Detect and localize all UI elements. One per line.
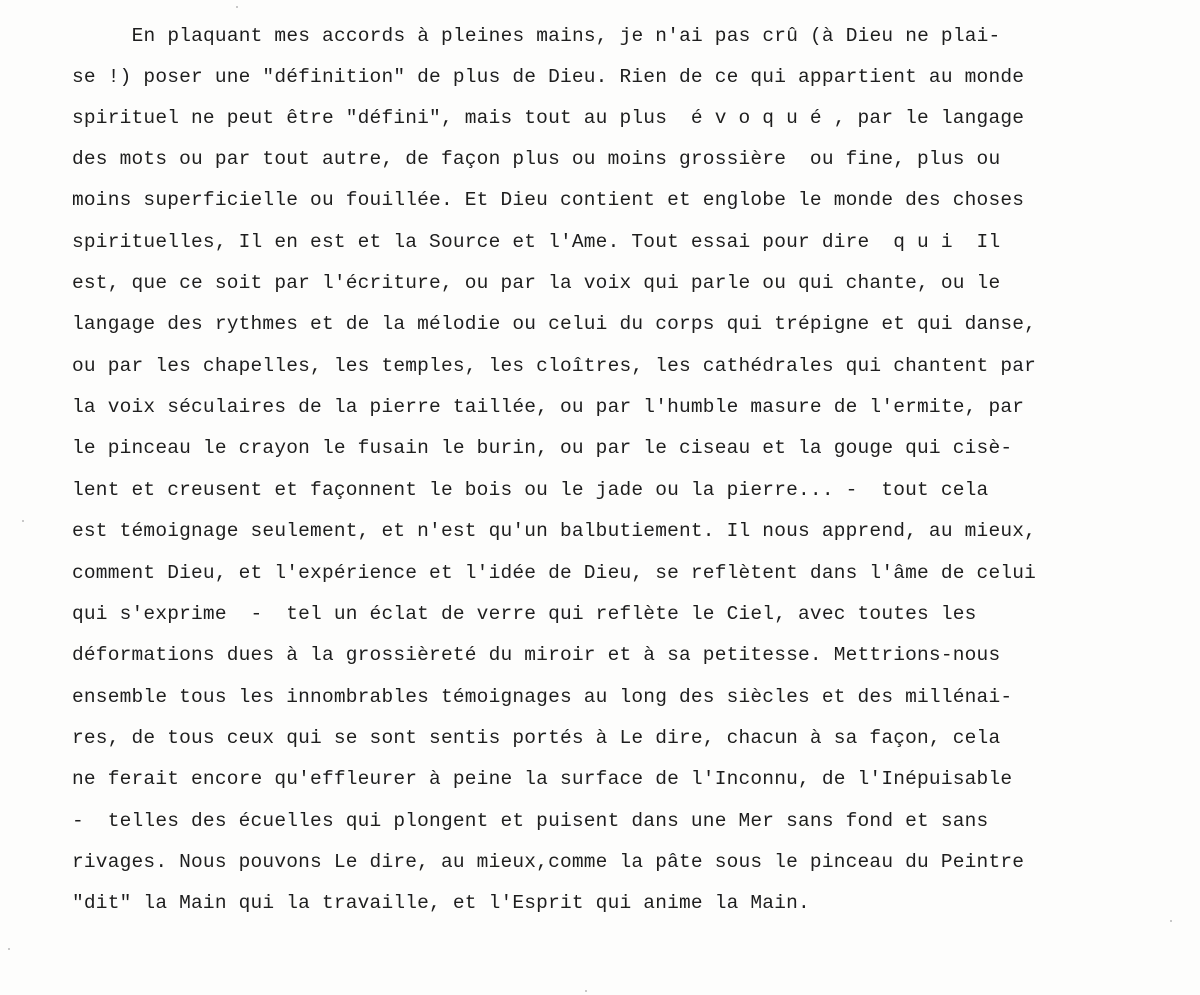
scan-speck	[8, 948, 10, 950]
text-line: des mots ou par tout autre, de façon plus ou moins grossière ou fine, plus ou	[72, 148, 1001, 170]
text-line: lent et creusent et façonnent le bois ou le jade ou la pierre... - tout cela	[72, 479, 989, 501]
text-line: déformations dues à la grossièreté du miroir et à sa petitesse. Mettrions-nous	[72, 644, 1001, 666]
text-line: la voix séculaires de la pierre taillée, ou par l'humble masure de l'ermite, par	[72, 396, 1025, 418]
text-line: ne ferait encore qu'effleurer à peine la surface de l'Inconnu, de l'Inépuisable	[72, 768, 1013, 790]
text-line: comment Dieu, et l'expérience et l'idée de Dieu, se reflètent dans l'âme de celui	[72, 562, 1037, 584]
text-line: "dit" la Main qui la travaille, et l'Esprit qui anime la Main.	[72, 892, 810, 914]
text-line: est témoignage seulement, et n'est qu'un balbutiement. Il nous apprend, au mieux,	[72, 520, 1037, 542]
text-line: langage des rythmes et de la mélodie ou celui du corps qui trépigne et qui danse,	[72, 313, 1037, 335]
text-line: spirituel ne peut être "défini", mais tout au plus é v o q u é , par le langage	[72, 107, 1025, 129]
text-line: - telles des écuelles qui plongent et puisent dans une Mer sans fond et sans	[72, 810, 989, 832]
text-line: moins superficielle ou fouillée. Et Dieu contient et englobe le monde des choses	[72, 189, 1025, 211]
scan-speck	[1170, 920, 1172, 922]
scan-speck	[236, 6, 238, 8]
scan-speck	[585, 990, 587, 992]
text-line: qui s'exprime - tel un éclat de verre qui reflète le Ciel, avec toutes les	[72, 603, 977, 625]
text-line: spirituelles, Il en est et la Source et l'Ame. Tout essai pour dire q u i Il	[72, 231, 1001, 253]
text-line: est, que ce soit par l'écriture, ou par la voix qui parle ou qui chante, ou le	[72, 272, 1001, 294]
text-line: se !) poser une "définition" de plus de Dieu. Rien de ce qui appartient au monde	[72, 66, 1025, 88]
text-line: ou par les chapelles, les temples, les cloîtres, les cathédrales qui chantent par	[72, 355, 1037, 377]
text-line: rivages. Nous pouvons Le dire, au mieux,comme la pâte sous le pinceau du Peintre	[72, 851, 1025, 873]
text-line: En plaquant mes accords à pleines mains, je n'ai pas crû (à Dieu ne plai-	[84, 25, 1001, 47]
text-line: ensemble tous les innombrables témoignages au long des siècles et des millénai-	[72, 686, 1013, 708]
text-line: res, de tous ceux qui se sont sentis portés à Le dire, chacun à sa façon, cela	[72, 727, 1001, 749]
scan-speck	[22, 520, 24, 522]
text-line: le pinceau le crayon le fusain le burin, ou par le ciseau et la gouge qui cisè-	[72, 437, 1013, 459]
